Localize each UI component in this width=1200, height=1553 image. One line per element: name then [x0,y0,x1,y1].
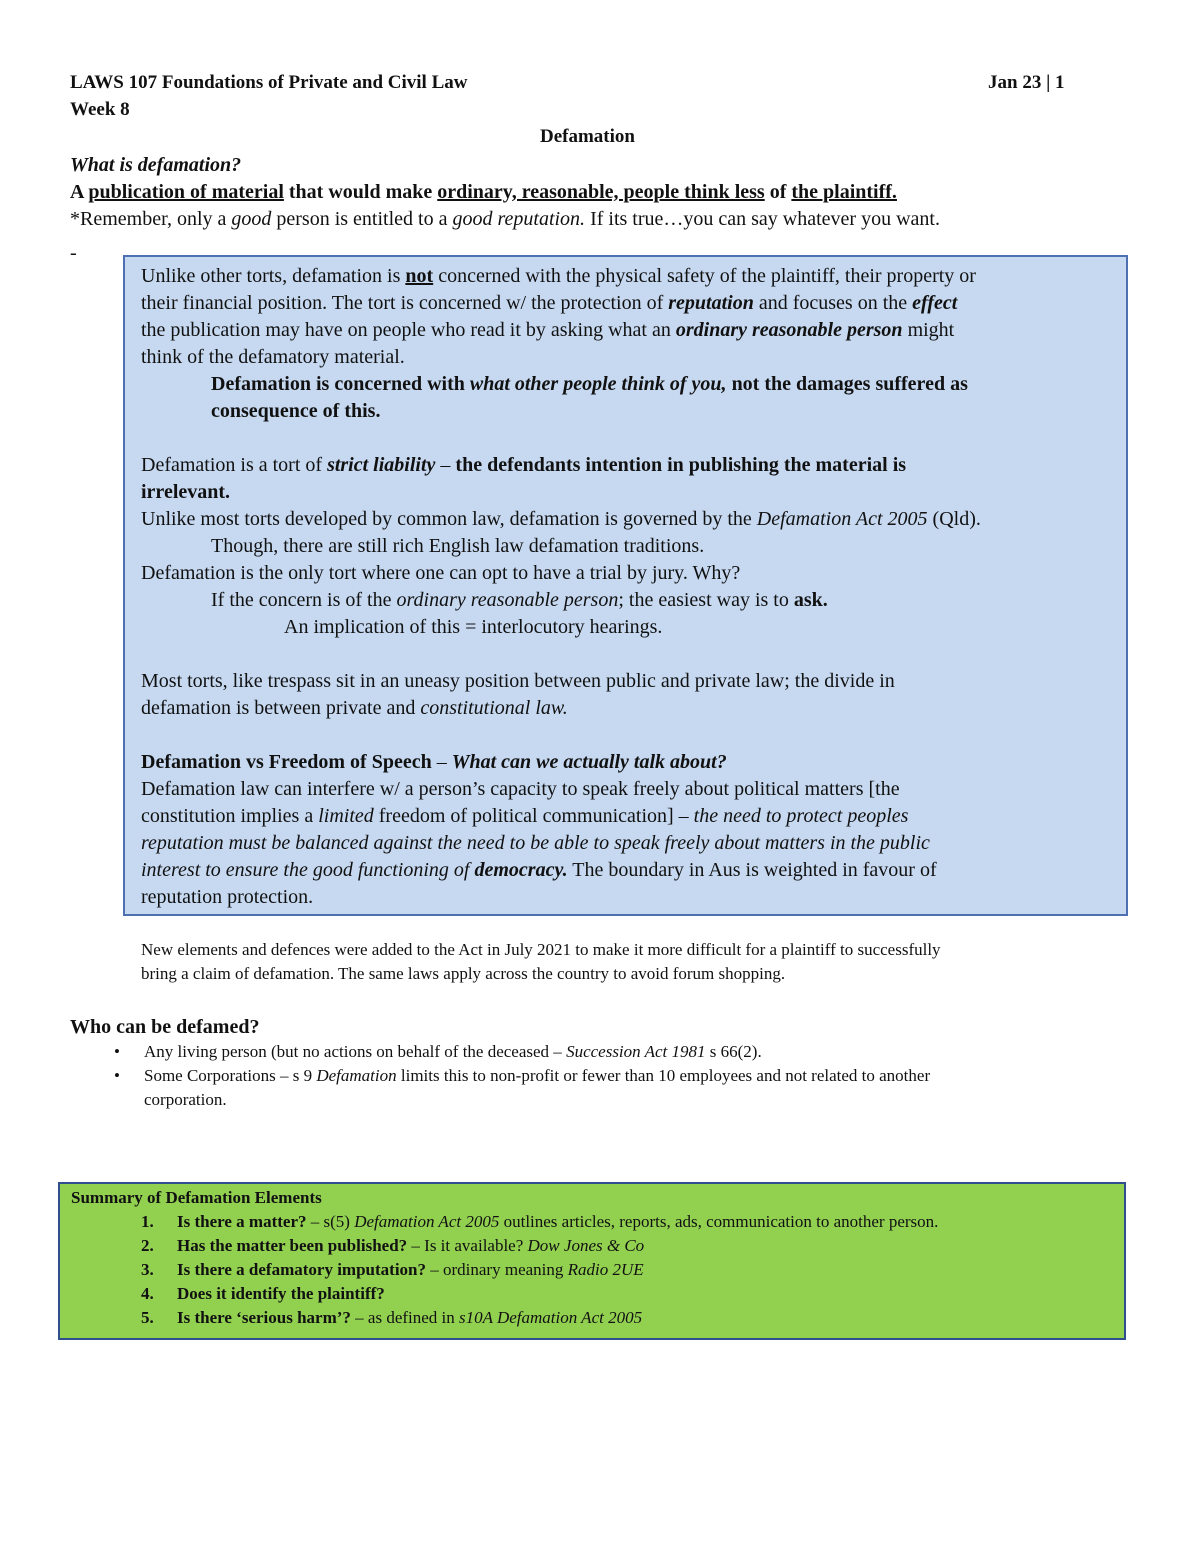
text: constitution implies a [141,805,319,827]
text: – [431,751,452,773]
list-item [70,1040,930,1064]
remember-line [70,206,940,233]
summary-item-number: 4. [141,1284,154,1303]
summary-title: Summary of Defamation Elements [71,1188,322,1207]
emphasis-not: not [405,265,434,287]
intro-question: What is defamation? [70,154,242,176]
summary-item-question: Is there a defamatory imputation? [177,1260,426,1279]
dash-mark: - [70,242,77,264]
who-list [70,1040,930,1112]
overview-line: reputation must be balanced against the need to be able to speak freely about matters in the public [141,832,930,854]
def-e: of [764,181,792,203]
summary-item-number: 1. [141,1212,154,1231]
emphasis: what other people think of you, [469,373,727,395]
remember-e: If its true…you can say whatever you want. [585,208,940,230]
remember-a: *Remember, only a [70,208,232,230]
text: (Qld). [927,508,981,530]
emphasis: ordinary reasonable person [396,589,619,611]
remember-c: person is entitled to a [271,208,453,230]
text: The boundary in Aus is weighted in favour of [567,859,937,881]
remember-b: good [231,208,272,230]
summary-item-text: – ordinary meaning [426,1260,568,1279]
overview-line [141,317,1131,344]
summary-item-number: 5. [141,1308,154,1327]
note-line: bring a claim of defamation. The same laws apply across the country to avoid forum shopping. [141,964,786,983]
page-date: Jan 23 | 1 [988,72,1065,93]
emphasis: effect [912,292,958,314]
overview-line: reputation protection. [141,886,314,908]
summary-item-number: 2. [141,1236,154,1255]
overview-line [141,263,1131,290]
note-line: New elements and defences were added to the Act in July 2021 to make it more difficult for a plaintiff to successfully [141,940,941,959]
overview-line: irrelevant. [141,481,231,503]
overview-line [141,695,1131,722]
overview-line [141,749,1131,776]
def-a: A [70,181,89,203]
def-f: the plaintiff. [791,181,897,203]
week-label: Week 8 [70,99,130,120]
summary-item-citation: Defamation Act 2005 [354,1212,500,1231]
summary-item [71,1210,1121,1234]
emphasis: strict liability [327,454,436,476]
defamation-overview-box [123,255,1128,916]
emphasis: ask. [793,589,828,611]
emphasis: the need to protect peoples [693,805,909,827]
overview-line [141,857,1131,884]
spacer [141,641,1131,668]
text: freedom of political communication] – [373,805,694,827]
def-c: that would make [283,181,438,203]
text: might [902,319,955,341]
overview-line [141,587,1131,614]
summary-item-text: – Is it available? [407,1236,528,1255]
text: the publication may have on people who read it by asking what an [141,319,676,341]
emphasis: Succession Act 1981 [566,1042,706,1061]
summary-item-citation: s10A Defamation Act 2005 [459,1308,643,1327]
emphasis: limited [318,805,374,827]
summary-item [71,1306,1121,1330]
summary-elements-box [58,1182,1126,1340]
text: and focuses on the [753,292,913,314]
summary-item-number: 3. [141,1260,154,1279]
emphasis: ordinary reasonable person [675,319,903,341]
text: concerned with the physical safety of the plaintiff, their property or [433,265,976,287]
course-title: LAWS 107 Foundations of Private and Civil Law [70,72,468,93]
overview-line [141,452,1131,479]
text: Defamation is concerned with [211,373,470,395]
who-heading: Who can be defamed? [70,1016,260,1038]
summary-item-question: Does it identify the plaintiff? [177,1284,385,1303]
text: limits this to non-profit or fewer than 10 employees and not related to another [396,1066,931,1085]
text: If the concern is of the [211,589,397,611]
text: Unlike most torts developed by common law, defamation is governed by the [141,508,757,530]
overview-line: Defamation law can interfere w/ a person’s capacity to speak freely about political matters [the [141,778,900,800]
text: Defamation is a tort of [141,454,328,476]
overview-line: Most torts, like trespass sit in an uneasy position between public and private law; the divide in [141,670,895,692]
list-item [70,1064,930,1088]
overview-line: Defamation is the only tort where one can opt to have a trial by jury. Why? [141,562,741,584]
bullet-icon: • [114,1042,120,1061]
subheading: Defamation vs Freedom of Speech [141,751,432,773]
text: Unlike other torts, defamation is [141,265,406,287]
summary-item [71,1282,1121,1306]
summary-item-citation: Radio 2UE [567,1260,644,1279]
overview-line: An implication of this = interlocutory hearings. [284,616,663,638]
text: s 66(2). [705,1042,762,1061]
overview-line [141,506,1131,533]
def-b: publication of material [88,181,284,203]
summary-item-text: – as defined in [350,1308,460,1327]
text: ; the easiest way is to [618,589,794,611]
page-title: Defamation [540,126,635,147]
summary-item-question: Is there ‘serious harm’? [177,1308,351,1327]
remember-d: good reputation. [452,208,586,230]
summary-item-question: Has the matter been published? [177,1236,408,1255]
emphasis: reputation [668,292,754,314]
text: – [435,454,456,476]
overview-line: think of the defamatory material. [141,346,405,368]
definition-line [70,179,897,206]
spacer [141,425,1131,452]
summary-item-question: Is there a matter? [177,1212,307,1231]
overview-line [141,371,1131,398]
bullet-icon: • [114,1066,120,1085]
emphasis: interest to ensure the good functioning of [141,859,475,881]
emphasis: Defamation [316,1066,397,1085]
summary-item [71,1234,1121,1258]
overview-line [141,803,1131,830]
overview-line: Though, there are still rich English law defamation traditions. [211,535,705,557]
emphasis: democracy. [474,859,568,881]
summary-item-citation: Dow Jones & Co [527,1236,645,1255]
overview-line [141,290,1131,317]
summary-list [71,1210,1121,1330]
summary-item [71,1258,1121,1282]
overview-line: consequence of this. [211,400,381,422]
def-d: ordinary, reasonable, people think less [437,181,765,203]
emphasis: the defendants intention in publishing the material is [455,454,907,476]
text: not the damages suffered as [726,373,968,395]
spacer [141,722,1131,749]
text: Some Corporations – s 9 [144,1066,317,1085]
text: their financial position. The tort is concerned w/ the protection of [141,292,669,314]
emphasis: What can we actually talk about? [451,751,727,773]
text: defamation is between private and [141,697,421,719]
summary-item-text: – s(5) [306,1212,355,1231]
emphasis: constitutional law. [420,697,568,719]
emphasis: Defamation Act 2005 [756,508,928,530]
act-amendment-note [141,938,941,986]
list-item-continuation: corporation. [144,1090,227,1109]
text: Any living person (but no actions on behalf of the deceased – [144,1042,567,1061]
summary-item-text: outlines articles, reports, ads, communication to another person. [499,1212,939,1231]
